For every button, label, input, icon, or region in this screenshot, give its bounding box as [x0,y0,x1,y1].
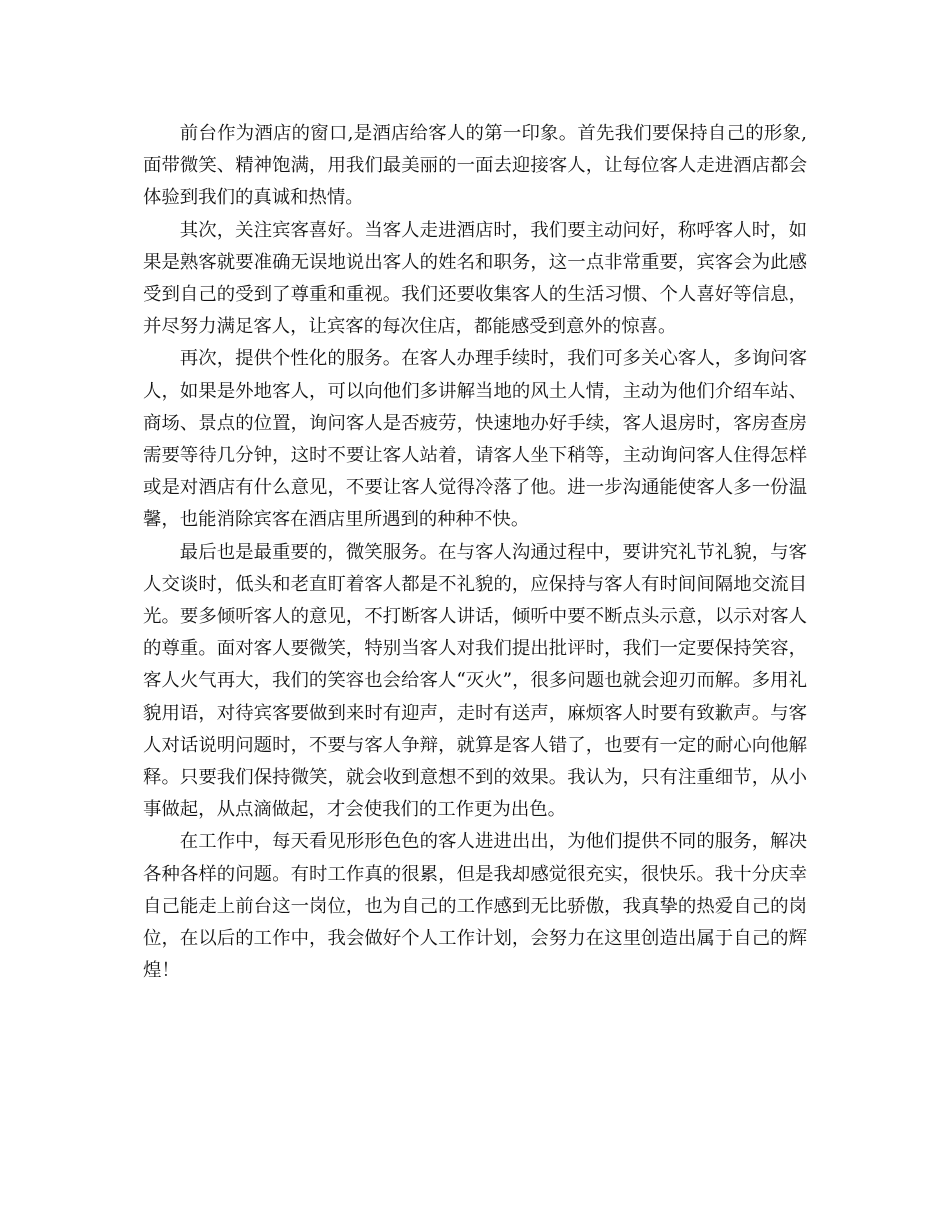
paragraph-5: 在工作中，每天看见形形色色的客人进进出出，为他们提供不同的服务，解决各种各样的问题。有时工作真的很累，但是我却感觉很充实，很快乐。我十分庆幸自己能走上前台这一岗位，也为自己的工作感到无比骄傲，我真挚的热爱自己的岗位，在以后的工作中，我会做好个人工作计划，会努力在这里创造出属于自己的辉煌！ [143,831,807,982]
paragraph-4: 最后也是最重要的，微笑服务。在与客人沟通过程中，要讲究礼节礼貌，与客人交谈时，低头和老直盯着客人都是不礼貌的，应保持与客人有时间间隔地交流目光。要多倾听客人的意见，不打断客人讲话，倾听中要不断点头示意，以示对客人的尊重。面对客人要微笑，特别当客人对我们提出批评时，我们一定要保持笑容，客人火气再大，我们的笑容也会给客人“灭火”，很多问题也就会迎刃而解。多用礼貌用语，对待宾客要做到来时有迎声，走时有送声，麻烦客人时要有致歉声。与客人对话说明问题时，不要与客人争辩，就算是客人错了，也要有一定的耐心向他解释。只要我们保持微笑，就会收到意想不到的效果。我认为，只有注重细节，从小事做起，从点滴做起，才会使我们的工作更为出色。 [143,541,807,821]
paragraph-3: 再次，提供个性化的服务。在客人办理手续时，我们可多关心客人，多询问客人，如果是外地客人，可以向他们多讲解当地的风土人情，主动为他们介绍车站、商场、景点的位置，询问客人是否疲劳，快速地办好手续，客人退房时，客房查房需要等待几分钟，这时不要让客人站着，请客人坐下稍等，主动询问客人住得怎样或是对酒店有什么意见，不要让客人觉得冷落了他。进一步沟通能使客人多一份温馨，也能消除宾客在酒店里所遇到的种种不快。 [143,348,807,531]
paragraph-1: 前台作为酒店的窗口,是酒店给客人的第一印象。首先我们要保持自己的形象,面带微笑、精神饱满，用我们最美丽的一面去迎接客人，让每位客人走进酒店都会体验到我们的真诚和热情。 [143,123,807,209]
paragraph-2: 其次，关注宾客喜好。当客人走进酒店时，我们要主动问好，称呼客人时，如果是熟客就要准确无误地说出客人的姓名和职务，这一点非常重要，宾客会为此感受到自己的受到了尊重和重视。我们还要收集客人的生活习惯、个人喜好等信息，并尽努力满足客人，让宾客的每次住店，都能感受到意外的惊喜。 [143,219,807,338]
document-body [143,118,807,987]
